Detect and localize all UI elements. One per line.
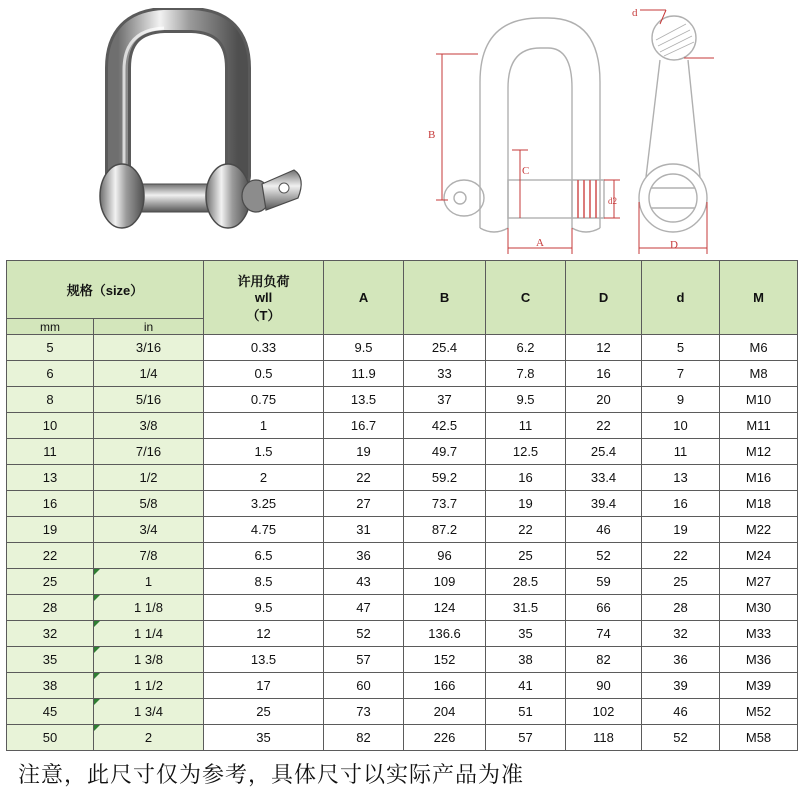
cell-mm: 19 bbox=[7, 517, 94, 543]
cell-in: 1/2 bbox=[94, 465, 204, 491]
cell-wll: 0.75 bbox=[204, 387, 324, 413]
cell-d: 9 bbox=[642, 387, 720, 413]
cell-d: 82 bbox=[566, 647, 642, 673]
cell-in: 1 bbox=[94, 569, 204, 595]
cell-a: 73 bbox=[324, 699, 404, 725]
cell-in: 2 bbox=[94, 725, 204, 751]
cell-d: 19 bbox=[642, 517, 720, 543]
cell-m: M36 bbox=[720, 647, 798, 673]
cell-d: 32 bbox=[642, 621, 720, 647]
cell-m: M12 bbox=[720, 439, 798, 465]
cell-wll: 9.5 bbox=[204, 595, 324, 621]
in-header: in bbox=[94, 319, 204, 335]
header-D: D bbox=[566, 261, 642, 335]
mm-header: mm bbox=[7, 319, 94, 335]
cell-mm: 32 bbox=[7, 621, 94, 647]
cell-b: 87.2 bbox=[404, 517, 486, 543]
cell-m: M24 bbox=[720, 543, 798, 569]
cell-m: M10 bbox=[720, 387, 798, 413]
cell-d: 28 bbox=[642, 595, 720, 621]
cell-a: 43 bbox=[324, 569, 404, 595]
cell-wll: 3.25 bbox=[204, 491, 324, 517]
cell-b: 49.7 bbox=[404, 439, 486, 465]
cell-a: 22 bbox=[324, 465, 404, 491]
cell-b: 226 bbox=[404, 725, 486, 751]
cell-m: M27 bbox=[720, 569, 798, 595]
size-header: 规格（size） bbox=[7, 261, 204, 319]
cell-a: 11.9 bbox=[324, 361, 404, 387]
cell-m: M52 bbox=[720, 699, 798, 725]
disclaimer-note: 注意，此尺寸仅为参考，具体尺寸以实际产品为准 bbox=[18, 763, 525, 788]
table-row bbox=[7, 673, 798, 699]
cell-a: 19 bbox=[324, 439, 404, 465]
cell-d: 16 bbox=[566, 361, 642, 387]
label-d: d bbox=[632, 7, 638, 19]
cell-a: 31 bbox=[324, 517, 404, 543]
cell-m: M39 bbox=[720, 673, 798, 699]
cell-a: 60 bbox=[324, 673, 404, 699]
cell-b: 25.4 bbox=[404, 335, 486, 361]
cell-wll: 12 bbox=[204, 621, 324, 647]
cell-a: 36 bbox=[324, 543, 404, 569]
dimension-drawing bbox=[408, 2, 738, 258]
cell-d: 16 bbox=[642, 491, 720, 517]
cell-d: 39.4 bbox=[566, 491, 642, 517]
label-D: D bbox=[670, 239, 678, 251]
table-row bbox=[7, 621, 798, 647]
cell-m: M33 bbox=[720, 621, 798, 647]
cell-d: 52 bbox=[566, 543, 642, 569]
wll-header-line1: 许用负荷 bbox=[237, 274, 290, 289]
cell-c: 12.5 bbox=[486, 439, 566, 465]
table-row bbox=[7, 465, 798, 491]
table-row bbox=[7, 543, 798, 569]
cell-wll: 17 bbox=[204, 673, 324, 699]
cell-d: 46 bbox=[566, 517, 642, 543]
cell-b: 204 bbox=[404, 699, 486, 725]
cell-d: 22 bbox=[566, 413, 642, 439]
cell-in: 5/8 bbox=[94, 491, 204, 517]
cell-in: 3/16 bbox=[94, 335, 204, 361]
cell-c: 38 bbox=[486, 647, 566, 673]
table-row bbox=[7, 491, 798, 517]
label-d2: d2 bbox=[608, 196, 617, 206]
label-A: A bbox=[536, 237, 544, 249]
cell-wll: 0.33 bbox=[204, 335, 324, 361]
cell-mm: 50 bbox=[7, 725, 94, 751]
cell-in: 1/4 bbox=[94, 361, 204, 387]
cell-c: 19 bbox=[486, 491, 566, 517]
wll-header-line3: （T） bbox=[246, 308, 281, 323]
cell-c: 31.5 bbox=[486, 595, 566, 621]
table-row bbox=[7, 647, 798, 673]
cell-in: 1 3/4 bbox=[94, 699, 204, 725]
header-row bbox=[7, 261, 798, 319]
cell-b: 73.7 bbox=[404, 491, 486, 517]
cell-in: 3/4 bbox=[94, 517, 204, 543]
cell-m: M16 bbox=[720, 465, 798, 491]
cell-d: 118 bbox=[566, 725, 642, 751]
cell-b: 109 bbox=[404, 569, 486, 595]
cell-d: 11 bbox=[642, 439, 720, 465]
table-row bbox=[7, 569, 798, 595]
cell-d: 52 bbox=[642, 725, 720, 751]
cell-in: 1 3/8 bbox=[94, 647, 204, 673]
cell-c: 41 bbox=[486, 673, 566, 699]
cell-mm: 13 bbox=[7, 465, 94, 491]
cell-b: 37 bbox=[404, 387, 486, 413]
cell-b: 136.6 bbox=[404, 621, 486, 647]
cell-a: 16.7 bbox=[324, 413, 404, 439]
label-C: C bbox=[522, 165, 530, 177]
cell-mm: 38 bbox=[7, 673, 94, 699]
cell-b: 33 bbox=[404, 361, 486, 387]
cell-a: 9.5 bbox=[324, 335, 404, 361]
cell-b: 42.5 bbox=[404, 413, 486, 439]
cell-d: 20 bbox=[566, 387, 642, 413]
cell-a: 52 bbox=[324, 621, 404, 647]
cell-b: 59.2 bbox=[404, 465, 486, 491]
cell-wll: 4.75 bbox=[204, 517, 324, 543]
cell-c: 11 bbox=[486, 413, 566, 439]
cell-mm: 8 bbox=[7, 387, 94, 413]
cell-d: 25 bbox=[642, 569, 720, 595]
cell-b: 166 bbox=[404, 673, 486, 699]
cell-m: M22 bbox=[720, 517, 798, 543]
cell-c: 22 bbox=[486, 517, 566, 543]
cell-a: 47 bbox=[324, 595, 404, 621]
table-row bbox=[7, 699, 798, 725]
cell-d: 22 bbox=[642, 543, 720, 569]
cell-in: 3/8 bbox=[94, 413, 204, 439]
cell-in: 1 1/2 bbox=[94, 673, 204, 699]
cell-d: 39 bbox=[642, 673, 720, 699]
cell-wll: 25 bbox=[204, 699, 324, 725]
cell-c: 6.2 bbox=[486, 335, 566, 361]
cell-d: 46 bbox=[642, 699, 720, 725]
wll-header-line2: wll bbox=[254, 290, 273, 305]
table-row bbox=[7, 517, 798, 543]
cell-mm: 11 bbox=[7, 439, 94, 465]
cell-b: 96 bbox=[404, 543, 486, 569]
table-row bbox=[7, 387, 798, 413]
cell-c: 7.8 bbox=[486, 361, 566, 387]
cell-a: 27 bbox=[324, 491, 404, 517]
cell-c: 25 bbox=[486, 543, 566, 569]
cell-m: M6 bbox=[720, 335, 798, 361]
cell-a: 57 bbox=[324, 647, 404, 673]
spec-table bbox=[6, 260, 798, 751]
cell-c: 51 bbox=[486, 699, 566, 725]
header-d: d bbox=[642, 261, 720, 335]
cell-d: 25.4 bbox=[566, 439, 642, 465]
cell-c: 16 bbox=[486, 465, 566, 491]
cell-m: M11 bbox=[720, 413, 798, 439]
cell-d: 33.4 bbox=[566, 465, 642, 491]
cell-c: 35 bbox=[486, 621, 566, 647]
shackle-photo bbox=[80, 8, 310, 248]
table-row bbox=[7, 595, 798, 621]
table-row bbox=[7, 361, 798, 387]
cell-mm: 16 bbox=[7, 491, 94, 517]
cell-m: M58 bbox=[720, 725, 798, 751]
cell-in: 1 1/8 bbox=[94, 595, 204, 621]
label-B: B bbox=[428, 129, 436, 141]
cell-d: 102 bbox=[566, 699, 642, 725]
header-B: B bbox=[404, 261, 486, 335]
cell-d: 5 bbox=[642, 335, 720, 361]
cell-wll: 1 bbox=[204, 413, 324, 439]
cell-wll: 0.5 bbox=[204, 361, 324, 387]
cell-d: 10 bbox=[642, 413, 720, 439]
table-row bbox=[7, 335, 798, 361]
cell-c: 28.5 bbox=[486, 569, 566, 595]
header-C: C bbox=[486, 261, 566, 335]
cell-mm: 5 bbox=[7, 335, 94, 361]
cell-wll: 13.5 bbox=[204, 647, 324, 673]
cell-d: 7 bbox=[642, 361, 720, 387]
cell-in: 7/16 bbox=[94, 439, 204, 465]
cell-wll: 1.5 bbox=[204, 439, 324, 465]
header-M: M bbox=[720, 261, 798, 335]
cell-wll: 6.5 bbox=[204, 543, 324, 569]
table-row bbox=[7, 439, 798, 465]
cell-mm: 35 bbox=[7, 647, 94, 673]
cell-b: 152 bbox=[404, 647, 486, 673]
cell-mm: 10 bbox=[7, 413, 94, 439]
cell-a: 13.5 bbox=[324, 387, 404, 413]
cell-mm: 25 bbox=[7, 569, 94, 595]
table-row bbox=[7, 413, 798, 439]
header-A: A bbox=[324, 261, 404, 335]
cell-d: 36 bbox=[642, 647, 720, 673]
cell-a: 82 bbox=[324, 725, 404, 751]
cell-mm: 6 bbox=[7, 361, 94, 387]
cell-wll: 35 bbox=[204, 725, 324, 751]
cell-c: 57 bbox=[486, 725, 566, 751]
cell-m: M8 bbox=[720, 361, 798, 387]
cell-mm: 45 bbox=[7, 699, 94, 725]
cell-d: 66 bbox=[566, 595, 642, 621]
cell-m: M18 bbox=[720, 491, 798, 517]
cell-in: 5/16 bbox=[94, 387, 204, 413]
cell-c: 9.5 bbox=[486, 387, 566, 413]
cell-mm: 22 bbox=[7, 543, 94, 569]
cell-m: M30 bbox=[720, 595, 798, 621]
cell-d: 59 bbox=[566, 569, 642, 595]
cell-d: 90 bbox=[566, 673, 642, 699]
wll-header bbox=[204, 261, 324, 335]
cell-in: 7/8 bbox=[94, 543, 204, 569]
cell-d: 74 bbox=[566, 621, 642, 647]
cell-in: 1 1/4 bbox=[94, 621, 204, 647]
cell-wll: 2 bbox=[204, 465, 324, 491]
table-row bbox=[7, 725, 798, 751]
cell-mm: 28 bbox=[7, 595, 94, 621]
cell-b: 124 bbox=[404, 595, 486, 621]
cell-d: 13 bbox=[642, 465, 720, 491]
cell-wll: 8.5 bbox=[204, 569, 324, 595]
cell-d: 12 bbox=[566, 335, 642, 361]
